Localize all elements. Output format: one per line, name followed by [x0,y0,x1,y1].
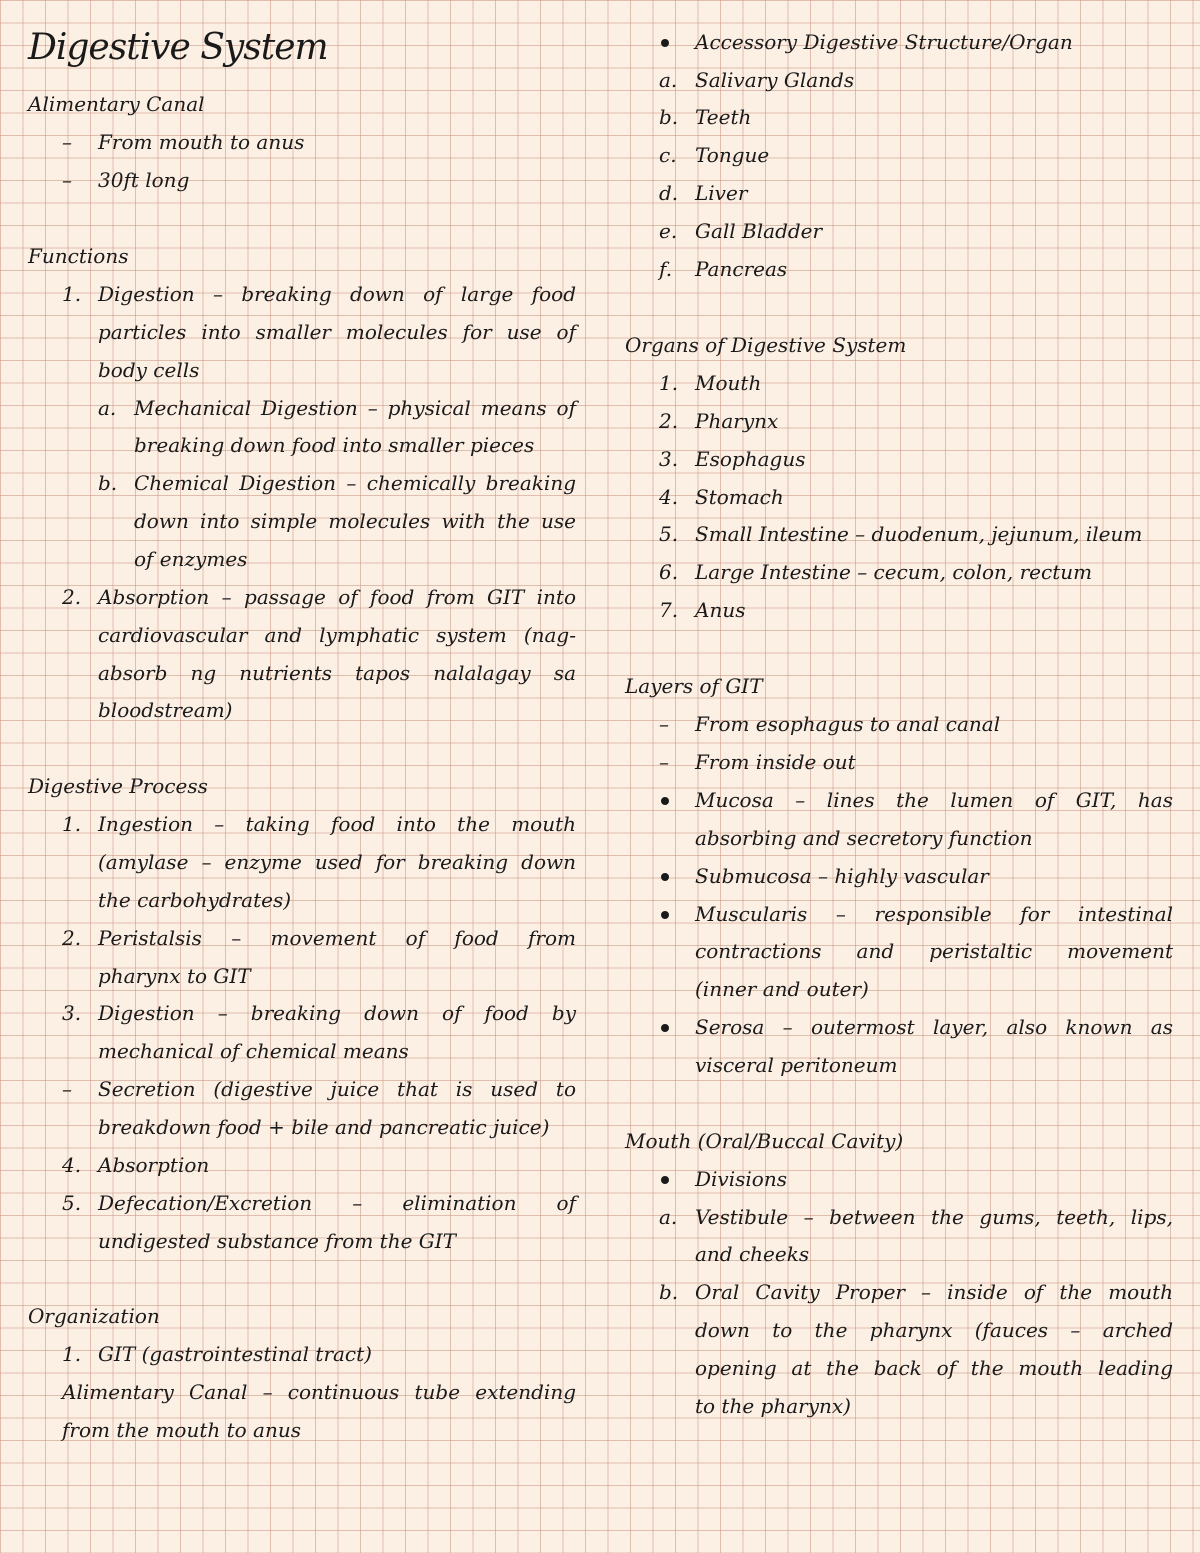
list-item: c. Tongue [659,143,770,167]
bullet-item: Submucosa – highly vascular [625,863,1175,889]
list-item-continuation: to the pharynx) [695,1394,851,1418]
bullet-item: Mucosa – lines the lumen of GIT, has [625,787,1175,813]
list-item-continuation: body cells [98,358,200,382]
bullet-icon [661,1024,669,1032]
list-item-continuation: (inner and outer) [695,977,869,1001]
bullet-icon [661,1176,669,1184]
list-item-continuation: and cheeks [695,1242,810,1266]
list-item: a. Salivary Glands [659,68,855,92]
sub-item-chemical: b. Chemical Digestion – chemically breaking [98,471,576,495]
list-item: 3. Esophagus [659,447,806,471]
list-item: 4. Absorption [62,1153,210,1177]
list-item-continuation: absorbing and secretory function [695,826,1033,850]
heading-organs: Organs of Digestive System [625,333,907,357]
list-item-continuation: absorb ng nutrients tapos nalalagay sa [98,661,576,685]
list-item-continuation: the carbohydrates) [98,888,292,912]
list-item: 2. Peristalsis – movement of food from [62,926,576,950]
list-item-continuation: breakdown food + bile and pancreatic juice) [98,1115,550,1139]
list-item: 7. Anus [659,598,746,622]
list-item: 4. Stomach [659,485,784,509]
list-item: 5. Defecation/Excretion – elimination of [62,1191,576,1215]
bullet-item: Divisions [625,1166,1175,1192]
list-item: b. Oral Cavity Proper – inside of the mouth [659,1280,1173,1304]
list-item: 2. Absorption – passage of food from GIT into [62,585,576,609]
list-item: b. Teeth [659,105,752,129]
bullet-item: Serosa – outermost layer, also known as [625,1014,1175,1040]
list-item-continuation: visceral peritoneum [695,1053,898,1077]
list-item: d. Liver [659,181,748,205]
list-item-continuation: contractions and peristaltic movement [695,939,1173,963]
heading-organization: Organization [28,1304,160,1328]
heading-digestive-process: Digestive Process [28,774,208,798]
paragraph-line: Alimentary Canal – continuous tube extending [62,1380,576,1404]
bullet-icon [661,797,669,805]
list-item-continuation: undigested substance from the GIT [98,1229,456,1253]
list-item: 1. Ingestion – taking food into the mouth [62,812,576,836]
heading-layers: Layers of GIT [625,674,763,698]
list-item-continuation: down into simple molecules with the use [134,509,576,533]
list-item: – From esophagus to anal canal [659,712,1001,736]
list-item: – Secretion (digestive juice that is used to [62,1077,576,1101]
list-item: 1. GIT (gastrointestinal tract) [62,1342,372,1366]
list-item-continuation: pharynx to GIT [98,964,251,988]
bullet-icon [661,911,669,919]
list-item: e. Gall Bladder [659,219,823,243]
heading-functions: Functions [28,244,129,268]
list-item: 3. Digestion – breaking down of food by [62,1001,576,1025]
paragraph-line: from the mouth to anus [62,1418,301,1442]
list-item: a. Vestibule – between the gums, teeth, lips, [659,1205,1173,1229]
list-item-continuation: particles into smaller molecules for use of [98,320,576,344]
list-item: f. Pancreas [659,257,788,281]
list-item: 1. Digestion – breaking down of large food [62,282,576,306]
list-item: – 30ft long [62,168,190,192]
bullet-item: Muscularis – responsible for intestinal [625,901,1175,927]
list-item-continuation: (amylase – enzyme used for breaking down [98,850,576,874]
list-item: 2. Pharynx [659,409,779,433]
list-item-continuation: opening at the back of the mouth leading [695,1356,1173,1380]
list-item-continuation: of enzymes [134,547,248,571]
sub-item-mechanical: a. Mechanical Digestion – physical means of [98,396,576,420]
heading-mouth: Mouth (Oral/Buccal Cavity) [625,1129,904,1153]
list-item-continuation: cardiovascular and lymphatic system (nag- [98,623,576,647]
page-title: Digestive System [28,27,328,68]
bullet-icon [661,873,669,881]
list-item: – From mouth to anus [62,130,305,154]
list-item-continuation: bloodstream) [98,698,233,722]
list-item: – From inside out [659,750,856,774]
list-item-continuation: breaking down food into smaller pieces [134,433,535,457]
list-item: 1. Mouth [659,371,762,395]
heading-alimentary-canal: Alimentary Canal [28,92,205,116]
list-item: 6. Large Intestine – cecum, colon, rectum [659,560,1093,584]
list-item: 5. Small Intestine – duodenum, jejunum, ileum [659,522,1143,546]
bullet-icon [661,39,669,47]
list-item-continuation: mechanical of chemical means [98,1039,409,1063]
bullet-item: Accessory Digestive Structure/Organ [625,29,1175,55]
list-item-continuation: down to the pharynx (fauces – arched [695,1318,1173,1342]
